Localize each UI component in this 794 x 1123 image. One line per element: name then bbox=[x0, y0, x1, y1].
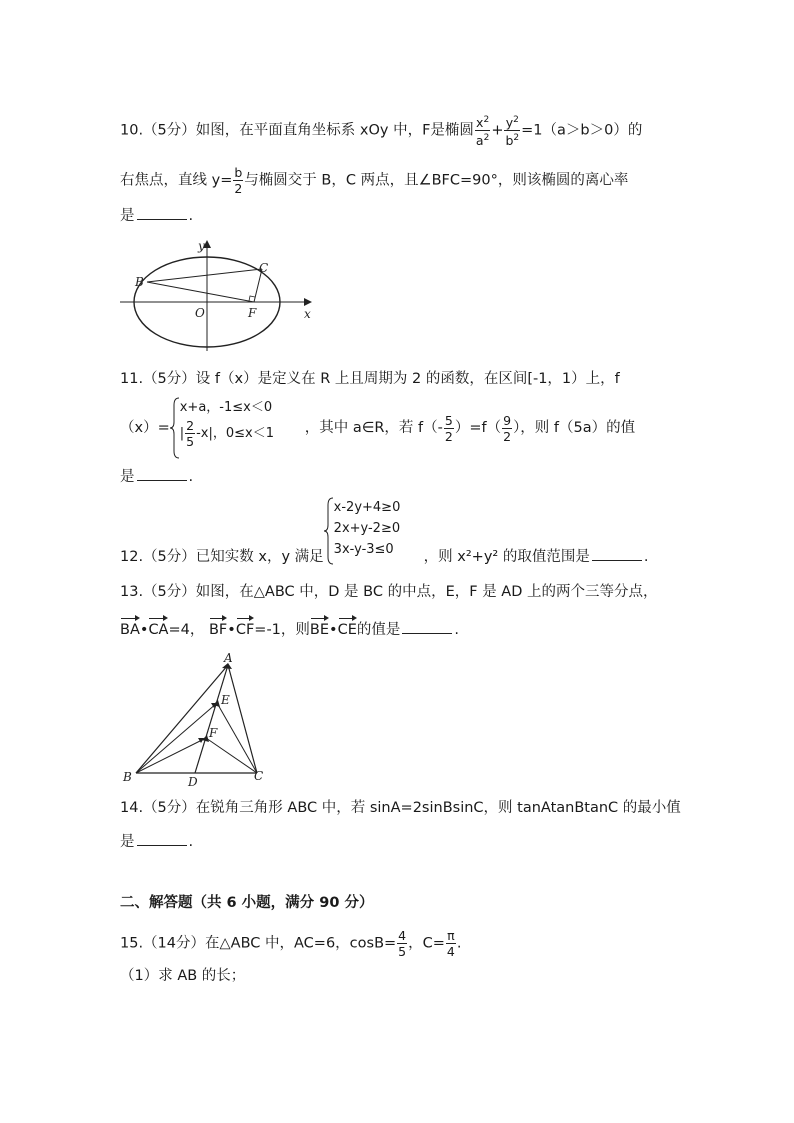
left-brace-icon bbox=[324, 497, 334, 565]
q12: 12.（5分）已知实数 x，y 满足 x-2y+4≥0 2x+y-2≥0 3x-y-3≤0 ，则 x²+y² 的取值范围是 . bbox=[120, 497, 648, 565]
q10-line2: 右焦点，直线 y= $\frac{b}{2}$ 与椭圆交于 B，C 两点，且∠BFC=90°，则该椭圆的离心率 bbox=[120, 165, 629, 196]
q14-line2: 是 . bbox=[120, 834, 194, 850]
label-x: x bbox=[304, 307, 311, 321]
left-brace-icon bbox=[170, 397, 180, 459]
q15-line1: 15.（14分）在△ABC 中，AC=6，cosB= $\frac{4}{5}$ ，C= $\frac{\pi}{4}$ . bbox=[120, 928, 462, 959]
side-ab bbox=[136, 665, 228, 773]
fraction-y2-b2: $\frac{y^2}{b^2}$ bbox=[505, 115, 520, 149]
label-y: y bbox=[198, 239, 205, 253]
q13-line2: BA•CA=4， BF•CF=-1，则BE•CE的值是 . bbox=[120, 622, 459, 638]
fraction-x2-a2: $\frac{x^2}{a^2}$ bbox=[475, 115, 490, 149]
label-c: C bbox=[254, 769, 264, 783]
q10-line1: 10.（5分）如图，在平面直角坐标系 xOy 中，F是椭圆 $\frac{x^2}{a^2}$ + $\frac{y^2}{b^2}$ =1（a＞b＞0）的 bbox=[120, 115, 643, 149]
constraint-system: x-2y+4≥0 2x+y-2≥0 3x-y-3≤0 bbox=[324, 497, 424, 565]
q11-line3: 是 . bbox=[120, 469, 194, 485]
answer-blank bbox=[137, 207, 187, 220]
answer-blank bbox=[137, 833, 187, 846]
segment-bc bbox=[147, 269, 262, 282]
q15-part1: （1）求 AB 的长； bbox=[120, 968, 246, 984]
label-b: B bbox=[135, 275, 144, 289]
arrowhead-bf-icon bbox=[198, 738, 204, 743]
fraction-b-2: $\frac{b}{2}$ bbox=[234, 165, 243, 196]
label-f: F bbox=[209, 726, 218, 740]
q14-line1: 14.（5分）在锐角三角形 ABC 中，若 sinA=2sinBsinC，则 tanAtanBtanC 的最小值 bbox=[120, 800, 681, 816]
segment-ce bbox=[217, 703, 257, 773]
segment-bf bbox=[147, 282, 254, 302]
section-heading: 二、解答题（共 6 小题，满分 90 分） bbox=[120, 895, 374, 911]
q11-line2: （x）= x+a，-1≤x＜0 | $\frac{2}{5}$ -x|，0≤x＜1 ，其中 a∈R，若 f（- $\frac{5}{2}$ ）=f（ $\frac{9}{2}$ ），则 f（5a）的值 bbox=[120, 397, 635, 459]
ellipse-figure bbox=[118, 238, 328, 353]
label-b: B bbox=[123, 770, 132, 784]
label-a: A bbox=[224, 651, 233, 665]
piecewise-function: x+a，-1≤x＜0 | $\frac{2}{5}$ -x|，0≤x＜1 bbox=[170, 397, 305, 459]
label-f: F bbox=[248, 306, 257, 320]
side-ac bbox=[228, 665, 257, 773]
answer-blank bbox=[137, 468, 187, 481]
label-e: E bbox=[221, 693, 230, 707]
answer-blank bbox=[402, 621, 452, 634]
triangle-figure bbox=[118, 650, 278, 790]
label-c: C bbox=[259, 261, 269, 275]
q13-line1: 13.（5分）如图，在△ABC 中，D 是 BC 的中点，E，F 是 AD 上的两个三等分点， bbox=[120, 584, 658, 600]
label-d: D bbox=[188, 775, 198, 789]
answer-blank bbox=[592, 548, 642, 561]
median-ad bbox=[195, 665, 228, 773]
label-o: O bbox=[195, 306, 205, 320]
q11-line1: 11.（5分）设 f（x）是定义在 R 上且周期为 2 的函数，在区间[-1，1）上，f bbox=[120, 371, 620, 387]
q10-line3: 是 . bbox=[120, 208, 194, 224]
